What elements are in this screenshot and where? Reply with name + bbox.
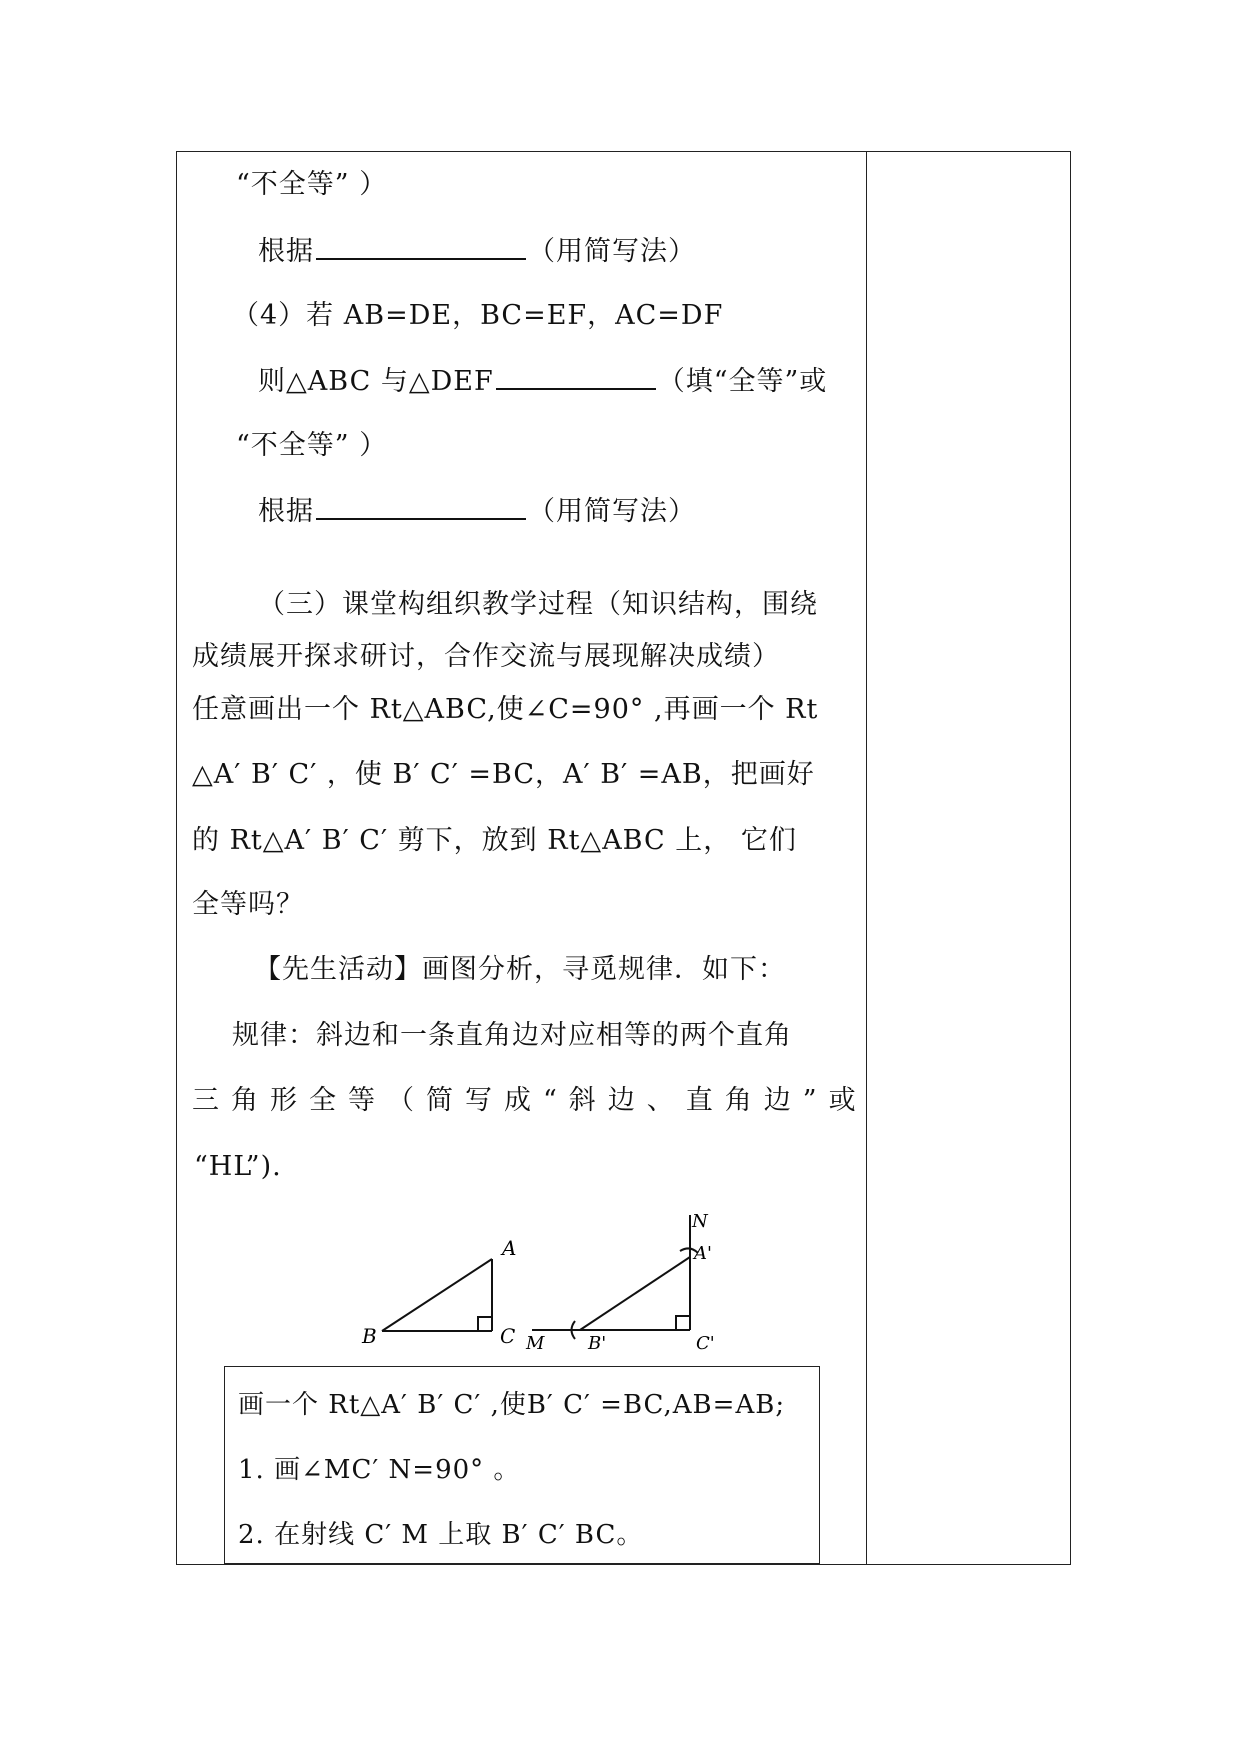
text-line: 根据 （用简写法） bbox=[258, 496, 696, 527]
triangle-a1b1c1 bbox=[532, 1215, 698, 1339]
text-line: 【先生活动】画图分析，寻觅规律．如下： bbox=[254, 954, 786, 985]
step-line: 画一个 Rt△A′ B′ C′ ,使B′ C′ =BC,AB=AB; bbox=[238, 1390, 786, 1420]
text-line: 三角形全等（简写成“斜边、直角边”或 bbox=[192, 1085, 868, 1116]
label-b-prime: B' bbox=[588, 1333, 607, 1354]
text-line: 成绩展开探求研讨，合作交流与展现解决成绩） bbox=[192, 641, 780, 672]
text-line: 全等吗？ bbox=[192, 889, 304, 920]
text-line: “不全等” ） bbox=[236, 169, 388, 200]
triangle-abc bbox=[382, 1259, 492, 1331]
text-line: “HL”). bbox=[194, 1151, 282, 1182]
right-angle-mark-c bbox=[478, 1317, 492, 1331]
text-line: （4）若 AB=DE，BC=EF，AC=DF bbox=[232, 300, 724, 331]
triangle-figure bbox=[340, 1205, 740, 1355]
answer-blank[interactable] bbox=[316, 494, 526, 520]
text-line: 的 Rt△A′ B′ C′ 剪下，放到 Rt△ABC 上， 它们 bbox=[192, 825, 797, 856]
table-column-divider bbox=[866, 151, 867, 1565]
side-b1a1 bbox=[580, 1257, 690, 1330]
right-angle-mark-c1 bbox=[676, 1316, 690, 1330]
answer-blank[interactable] bbox=[496, 364, 656, 390]
answer-blank[interactable] bbox=[316, 234, 526, 260]
section-heading: （三）课堂构组织教学过程（知识结构，围绕 bbox=[258, 589, 818, 620]
text-line: 则△ABC 与△DEF （填“全等”或 bbox=[258, 366, 828, 397]
text-line: 规律：斜边和一条直角边对应相等的两个直角 bbox=[232, 1020, 792, 1051]
label-a: A bbox=[502, 1236, 517, 1260]
side-ba bbox=[382, 1259, 492, 1331]
text-line: “不全等” ） bbox=[236, 430, 388, 461]
text-line: 任意画出一个 Rt△ABC,使∠C=90° ,再画一个 Rt bbox=[192, 694, 819, 725]
text-line: 根据 （用简写法） bbox=[258, 236, 696, 267]
label-m: M bbox=[526, 1333, 545, 1354]
label-c: C bbox=[500, 1324, 516, 1348]
text-line: △A′ B′ C′ ，使 B′ C′ =BC，A′ B′ =AB，把画好 bbox=[192, 759, 815, 790]
step-line: 1. 画∠MC′ N=90° 。 bbox=[238, 1455, 521, 1485]
label-a-prime: A' bbox=[694, 1243, 712, 1264]
label-n: N bbox=[692, 1211, 708, 1232]
label-c-prime: C' bbox=[696, 1333, 715, 1354]
step-line: 2. 在射线 C′ M 上取 B′ C′ BC。 bbox=[238, 1520, 644, 1550]
label-b: B bbox=[362, 1324, 377, 1348]
